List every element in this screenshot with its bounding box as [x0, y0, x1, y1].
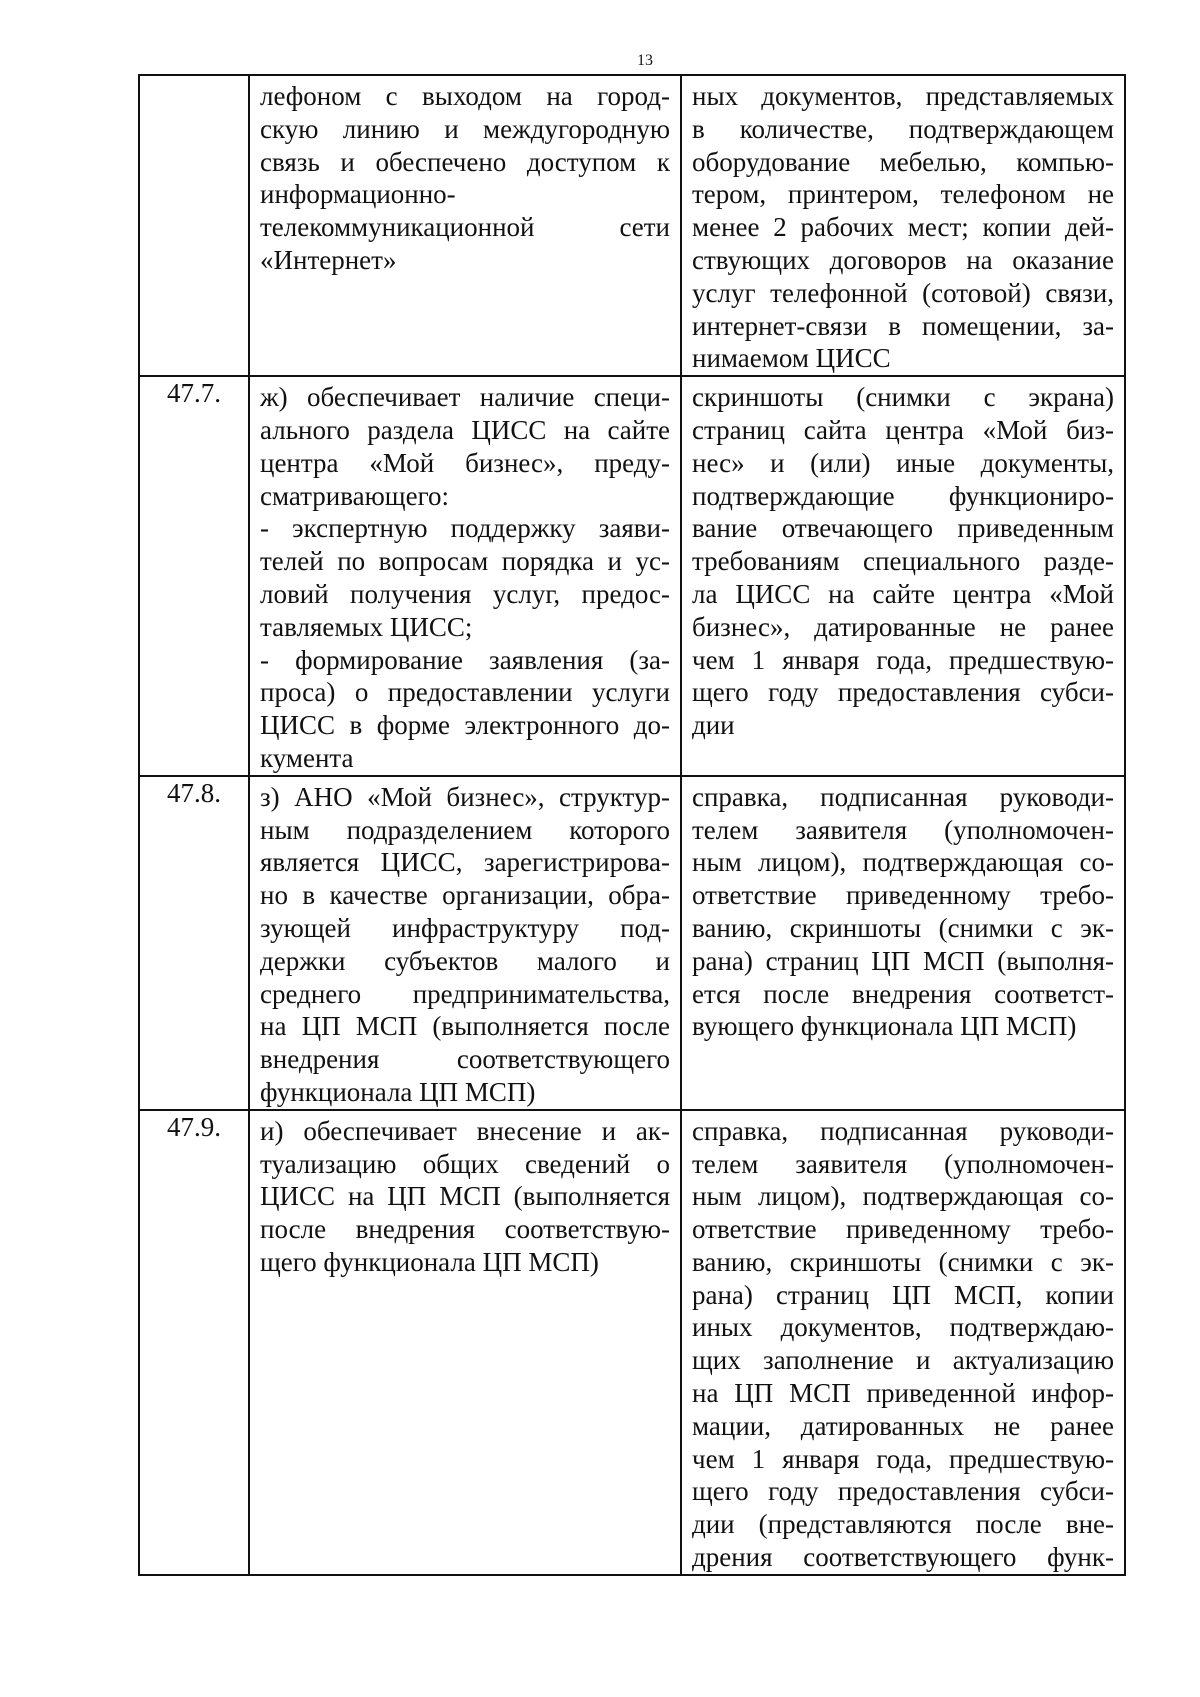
text-line: требованиям специального разде- — [692, 546, 1114, 577]
text-line: з) АНО «Мой бизнес», структур- — [260, 781, 670, 812]
text-line: туализацию общих сведений о — [260, 1148, 670, 1179]
text-line: дрения соответствующего функ- — [692, 1542, 1114, 1573]
requirement-cell — [249, 376, 681, 776]
text-line: ловий получения услуг, предос- — [260, 578, 670, 609]
text-line: чем 1 января года, предшествую- — [692, 1443, 1114, 1474]
text-line: на ЦП МСП (выполняется после — [260, 1011, 670, 1042]
text-line: страниц сайта центра «Мой биз- — [692, 414, 1114, 445]
table-row — [139, 75, 1125, 376]
documents-cell — [681, 75, 1125, 376]
text-line: справка, подписанная руководи- — [692, 781, 1114, 812]
text-line: бизнес», датированные не ранее — [692, 611, 1114, 642]
text-line: рана) страниц ЦП МСП (выполня- — [692, 945, 1114, 976]
text-line: вание отвечающего приведенным — [692, 513, 1114, 544]
text-line: дии — [692, 710, 735, 741]
text-line: услуг телефонной (сотовой) связи, — [692, 277, 1114, 308]
text-line: в количестве, подтверждающем — [692, 113, 1114, 144]
text-line: ванию, скриншоты (снимки с эк- — [692, 1246, 1114, 1277]
text-line: телекоммуникационной сети — [260, 212, 670, 243]
text-line: интернет-связи в помещении, за- — [692, 310, 1114, 341]
text-line: щего году предоставления субси- — [692, 677, 1114, 708]
text-line: центра «Мой бизнес», преду- — [260, 447, 670, 478]
text-line: чем 1 января года, предшествую- — [692, 644, 1114, 675]
text-line: и) обеспечивает внесение и ак- — [260, 1115, 670, 1146]
text-line: ется после внедрения соответст- — [692, 978, 1114, 1009]
text-line: мации, датированных не ранее — [692, 1410, 1114, 1441]
row-number — [139, 75, 249, 376]
text-line: является ЦИСС, зарегистрирова- — [260, 847, 670, 878]
text-line: скую линию и междугородную — [260, 113, 670, 144]
text-line: телем заявителя (уполномочен- — [692, 1148, 1114, 1179]
text-line: тером, принтером, телефоном не — [692, 179, 1114, 210]
text-line: нимаемом ЦИСС — [692, 343, 891, 374]
row-number: 47.8. — [139, 776, 249, 1110]
text-line: скриншоты (снимки с экрана) — [692, 382, 1114, 413]
documents-cell — [681, 376, 1125, 776]
text-line: на ЦП МСП приведенной инфор- — [692, 1378, 1114, 1409]
documents-cell — [681, 1110, 1125, 1575]
text-line: щего функционала ЦП МСП) — [260, 1246, 599, 1277]
text-line: ванию, скриншоты (снимки с эк- — [692, 912, 1114, 943]
text-line: ным лицом), подтверждающая со- — [692, 847, 1114, 878]
text-line: связь и обеспечено доступом к — [260, 146, 670, 177]
text-line: среднего предпринимательства, — [260, 978, 670, 1009]
text-line: после внедрения соответствую- — [260, 1214, 670, 1245]
text-line: нес» и (или) иные документы, — [692, 447, 1114, 478]
text-line: менее 2 рабочих мест; копии дей- — [692, 212, 1114, 243]
requirement-cell — [249, 1110, 681, 1575]
text-line: телей по вопросам порядка и ус- — [260, 546, 670, 577]
text-line: - экспертную поддержку заяви- — [260, 513, 670, 544]
requirements-table — [138, 74, 1126, 1576]
text-line: ж) обеспечивает наличие специ- — [260, 382, 670, 413]
text-line: лефоном с выходом на город- — [260, 81, 670, 111]
text-line: «Интернет» — [260, 244, 397, 275]
text-line: телем заявителя (уполномочен- — [692, 814, 1114, 845]
text-line: ствующих договоров на оказание — [692, 244, 1114, 275]
text-line: ответствие приведенному требо- — [692, 880, 1114, 911]
text-line: но в качестве организации, обра- — [260, 880, 670, 911]
text-line: дии (представляются после вне- — [692, 1509, 1114, 1540]
table-row — [139, 376, 1125, 776]
text-line: - формирование заявления (за- — [260, 644, 670, 675]
text-line: держки субъектов малого и — [260, 945, 670, 976]
row-number: 47.9. — [139, 1110, 249, 1575]
requirement-cell — [249, 776, 681, 1110]
text-line: зующей инфраструктуру под- — [260, 912, 670, 943]
text-line: справка, подписанная руководи- — [692, 1115, 1114, 1146]
text-line: проса) о предоставлении услуги — [260, 677, 670, 708]
text-line: ным лицом), подтверждающая со- — [692, 1181, 1114, 1212]
text-line: щих заполнение и актуализацию — [692, 1345, 1114, 1376]
text-line: функционала ЦП МСП) — [260, 1076, 536, 1107]
text-line: подтверждающие функциониро- — [692, 480, 1114, 511]
text-line: иных документов, подтверждаю- — [692, 1312, 1114, 1343]
table-row — [139, 1110, 1125, 1575]
text-line: ЦИСС на ЦП МСП (выполняется — [260, 1181, 670, 1212]
page-number: 13 — [637, 52, 653, 69]
text-line: вующего функционала ЦП МСП) — [692, 1011, 1077, 1042]
text-line: ла ЦИСС на сайте центра «Мой — [692, 578, 1114, 609]
text-line: информационно- — [260, 179, 456, 210]
text-line: кумента — [260, 742, 354, 773]
text-line: сматривающего: — [260, 480, 449, 511]
text-line: ЦИСС в форме электронного до- — [260, 710, 670, 741]
text-line: ального раздела ЦИСС на сайте — [260, 414, 670, 445]
requirement-cell — [249, 75, 681, 376]
text-line: оборудование мебелью, компью- — [692, 146, 1114, 177]
row-number: 47.7. — [139, 376, 249, 776]
text-line: тавляемых ЦИСС; — [260, 611, 473, 642]
text-line: ответствие приведенному требо- — [692, 1214, 1114, 1245]
text-line: ных документов, представляемых — [692, 81, 1114, 111]
documents-cell — [681, 776, 1125, 1110]
text-line: щего году предоставления субси- — [692, 1476, 1114, 1507]
text-line: рана) страниц ЦП МСП, копии — [692, 1279, 1114, 1310]
text-line: ным подразделением которого — [260, 814, 670, 845]
table-row — [139, 776, 1125, 1110]
text-line: внедрения соответствующего — [260, 1044, 670, 1075]
